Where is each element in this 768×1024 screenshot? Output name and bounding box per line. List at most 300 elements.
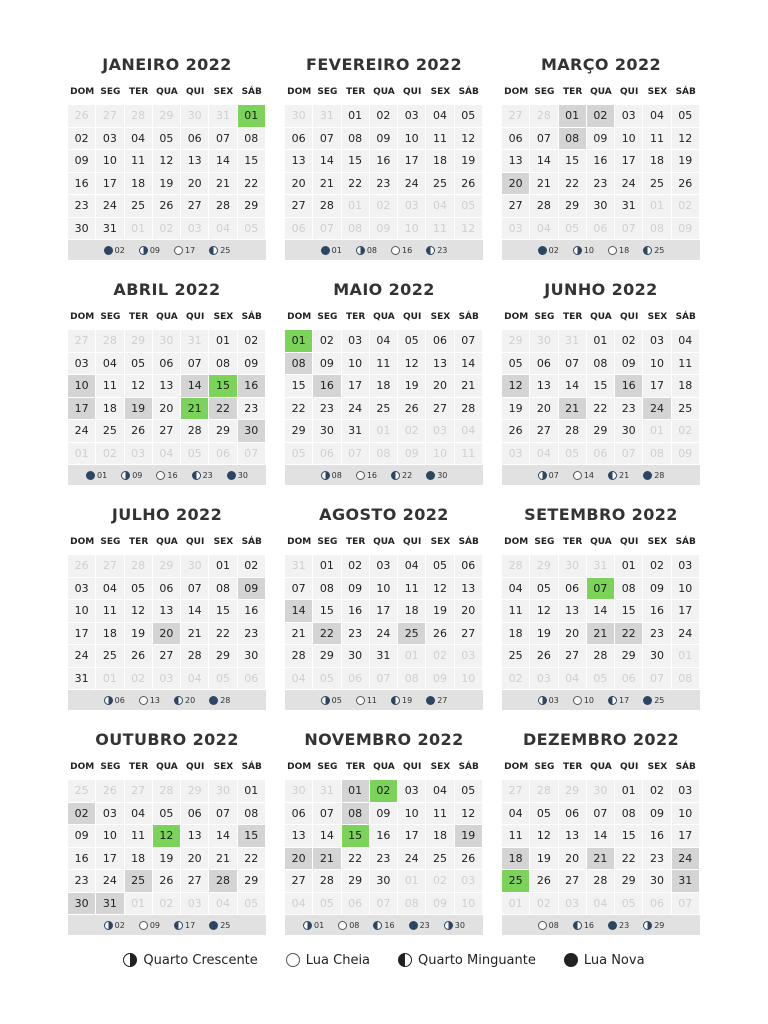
- day-cell: 29: [615, 645, 643, 668]
- day-cell: 17: [68, 623, 96, 646]
- day-cell: 20: [181, 173, 209, 196]
- new-moon-icon: [608, 921, 617, 930]
- weekday-label: QUA: [590, 537, 612, 547]
- day-cell: 03: [672, 555, 700, 578]
- adjacent-month-day: 05: [209, 668, 237, 691]
- weekday-header: [68, 308, 266, 326]
- day-cell: 06: [285, 803, 313, 826]
- adjacent-month-day: 06: [587, 443, 615, 466]
- adjacent-month-day: 31: [209, 105, 237, 128]
- moon-phase-day: 19: [402, 695, 413, 705]
- weekday-header: [502, 83, 700, 101]
- day-cell: 27: [559, 870, 587, 893]
- weekday-label: DOM: [504, 762, 529, 772]
- weekday-label: SEX: [647, 537, 668, 547]
- day-cell: 26: [426, 623, 454, 646]
- day-cell: 28: [285, 645, 313, 668]
- weekday-label: SEG: [100, 537, 121, 547]
- adjacent-month-day: 01: [342, 195, 370, 218]
- day-cell: 05: [672, 105, 700, 128]
- adjacent-month-day: 07: [643, 668, 671, 691]
- weekday-label: SÁB: [241, 762, 262, 772]
- weekday-header: [68, 83, 266, 101]
- adjacent-month-day: 07: [342, 443, 370, 466]
- moon-phase-day: 17: [619, 695, 630, 705]
- full-moon-icon: [608, 246, 617, 255]
- last-quarter-moon-icon: [608, 696, 617, 705]
- weekday-header: [285, 758, 483, 776]
- moon-phase-item: [174, 246, 195, 255]
- adjacent-month-day: 01: [398, 870, 426, 893]
- day-cell: 14: [181, 600, 209, 623]
- day-cell: 18: [125, 848, 153, 871]
- day-cell: 24: [342, 398, 370, 421]
- day-cell: 03: [370, 555, 398, 578]
- day-cell: 26: [502, 420, 530, 443]
- adjacent-month-day: 04: [285, 893, 313, 916]
- weekday-label: SÁB: [675, 87, 696, 97]
- day-cell: 19: [426, 600, 454, 623]
- weekday-label: QUI: [620, 537, 639, 547]
- day-cell: 16: [643, 600, 671, 623]
- weekday-label: SEG: [100, 312, 121, 322]
- adjacent-month-day: 28: [530, 780, 558, 803]
- last-quarter-moon-icon: [573, 921, 582, 930]
- adjacent-month-day: 05: [313, 668, 341, 691]
- adjacent-month-day: 09: [426, 668, 454, 691]
- highlighted-day: 01: [559, 105, 587, 128]
- day-cell: 26: [455, 173, 483, 196]
- day-cell: 14: [313, 825, 341, 848]
- moon-phase-day: 08: [349, 920, 360, 930]
- weekday-label: SEX: [430, 537, 451, 547]
- day-cell: 13: [426, 353, 454, 376]
- day-cell: 04: [426, 780, 454, 803]
- moon-phase-item: [104, 696, 125, 705]
- adjacent-month-day: 05: [559, 443, 587, 466]
- day-cell: 27: [502, 195, 530, 218]
- adjacent-month-day: 06: [587, 218, 615, 241]
- moon-phase-item: [174, 696, 195, 705]
- first-quarter-moon-icon: [104, 921, 113, 930]
- day-cell: 16: [370, 150, 398, 173]
- day-cell: 19: [398, 375, 426, 398]
- weekday-label: SÁB: [241, 312, 262, 322]
- day-cell: 05: [530, 578, 558, 601]
- day-cell: 14: [587, 825, 615, 848]
- moon-phase-day: 05: [331, 695, 342, 705]
- adjacent-month-day: 07: [672, 893, 700, 916]
- weekday-label: SEG: [317, 762, 338, 772]
- weekday-label: SEG: [100, 762, 121, 772]
- day-cell: 09: [313, 353, 341, 376]
- day-cell: 24: [96, 195, 124, 218]
- moon-phase-day: 16: [384, 920, 395, 930]
- day-cell: 20: [426, 375, 454, 398]
- day-cell: 09: [370, 803, 398, 826]
- last-quarter-moon-icon: [373, 921, 382, 930]
- day-cell: 10: [398, 128, 426, 151]
- day-cell: 30: [342, 645, 370, 668]
- moon-phases-row: [285, 465, 483, 485]
- adjacent-month-day: 09: [672, 218, 700, 241]
- day-cell: 30: [238, 645, 266, 668]
- adjacent-month-day: 27: [96, 105, 124, 128]
- moon-phase-item: [573, 921, 594, 930]
- moon-phase-day: 01: [314, 920, 325, 930]
- moon-phase-day: 18: [619, 245, 630, 255]
- moon-phase-day: 02: [114, 245, 125, 255]
- day-cell: 29: [209, 645, 237, 668]
- weekday-header: [285, 83, 483, 101]
- day-cell: 16: [370, 825, 398, 848]
- day-cell: 01: [209, 330, 237, 353]
- weekday-label: TER: [563, 537, 583, 547]
- day-cell: 17: [342, 375, 370, 398]
- adjacent-month-day: 03: [398, 195, 426, 218]
- day-cell: 27: [285, 195, 313, 218]
- weekday-label: SÁB: [458, 312, 479, 322]
- day-cell: 15: [209, 600, 237, 623]
- adjacent-month-day: 07: [370, 668, 398, 691]
- day-cell: 22: [342, 848, 370, 871]
- day-cell: 10: [96, 150, 124, 173]
- month-calendar: [502, 280, 700, 485]
- adjacent-month-day: 30: [181, 105, 209, 128]
- day-cell: 09: [68, 150, 96, 173]
- day-cell: 12: [153, 150, 181, 173]
- new-moon-icon: [321, 246, 330, 255]
- adjacent-month-day: 29: [153, 105, 181, 128]
- day-cell: 22: [238, 173, 266, 196]
- weekday-label: DOM: [70, 537, 95, 547]
- moon-phase-item: [209, 921, 230, 930]
- day-cell: 21: [285, 623, 313, 646]
- weekday-label: QUI: [186, 87, 205, 97]
- highlighted-day: 21: [587, 848, 615, 871]
- weekday-label: DOM: [70, 87, 95, 97]
- moon-phase-item: [538, 246, 559, 255]
- weekday-header: [502, 533, 700, 551]
- adjacent-month-day: 08: [643, 218, 671, 241]
- day-cell: 15: [313, 600, 341, 623]
- day-cell: 01: [342, 105, 370, 128]
- day-cell: 06: [426, 330, 454, 353]
- day-cell: 29: [615, 870, 643, 893]
- day-cell: 26: [672, 173, 700, 196]
- weekday-label: QUI: [186, 312, 205, 322]
- moon-phase-day: 27: [437, 695, 448, 705]
- moon-phase-item: [174, 921, 195, 930]
- day-grid: [502, 780, 700, 915]
- legend-item: [123, 953, 257, 968]
- last-quarter-moon-icon: [391, 696, 400, 705]
- day-cell: 13: [153, 600, 181, 623]
- day-cell: 04: [672, 330, 700, 353]
- day-cell: 14: [455, 353, 483, 376]
- day-cell: 26: [125, 420, 153, 443]
- moon-phase-day: 25: [654, 245, 665, 255]
- day-cell: 07: [455, 330, 483, 353]
- day-cell: 08: [238, 803, 266, 826]
- day-cell: 03: [643, 330, 671, 353]
- day-cell: 30: [615, 420, 643, 443]
- adjacent-month-day: 06: [285, 218, 313, 241]
- day-cell: 17: [615, 150, 643, 173]
- weekday-label: SÁB: [675, 537, 696, 547]
- full-moon-icon: [356, 696, 365, 705]
- day-cell: 04: [125, 803, 153, 826]
- adjacent-month-day: 30: [181, 555, 209, 578]
- full-moon-icon: [139, 696, 148, 705]
- adjacent-month-day: 06: [209, 443, 237, 466]
- day-cell: 11: [426, 128, 454, 151]
- day-cell: 11: [426, 803, 454, 826]
- day-cell: 12: [125, 375, 153, 398]
- moon-phase-item: [104, 246, 125, 255]
- adjacent-month-day: 01: [68, 443, 96, 466]
- day-cell: 27: [426, 398, 454, 421]
- weekday-header: [502, 308, 700, 326]
- adjacent-month-day: 03: [153, 668, 181, 691]
- highlighted-day: 20: [285, 848, 313, 871]
- new-moon-icon: [538, 246, 547, 255]
- day-cell: 17: [96, 173, 124, 196]
- highlighted-day: 21: [313, 848, 341, 871]
- adjacent-month-day: 02: [370, 195, 398, 218]
- day-cell: 02: [313, 330, 341, 353]
- day-cell: 27: [285, 870, 313, 893]
- day-cell: 06: [181, 803, 209, 826]
- day-cell: 14: [313, 150, 341, 173]
- moon-phase-day: 14: [583, 470, 594, 480]
- day-cell: 23: [68, 195, 96, 218]
- day-cell: 04: [426, 105, 454, 128]
- day-cell: 24: [370, 623, 398, 646]
- first-quarter-moon-icon: [303, 921, 312, 930]
- day-cell: 05: [153, 803, 181, 826]
- full-moon-icon: [573, 696, 582, 705]
- moon-phase-day: 13: [149, 695, 160, 705]
- day-cell: 04: [643, 105, 671, 128]
- day-cell: 07: [313, 803, 341, 826]
- day-cell: 04: [398, 555, 426, 578]
- weekday-label: TER: [346, 87, 366, 97]
- day-grid: [285, 105, 483, 240]
- moon-phase-item: [409, 921, 430, 930]
- moon-phase-item: [373, 921, 394, 930]
- day-cell: 07: [285, 578, 313, 601]
- day-cell: 28: [209, 195, 237, 218]
- adjacent-month-day: 28: [125, 555, 153, 578]
- legend-item: [398, 953, 536, 968]
- day-cell: 16: [643, 825, 671, 848]
- holiday-day: 15: [342, 825, 370, 848]
- adjacent-month-day: 28: [96, 330, 124, 353]
- weekday-label: SEX: [430, 87, 451, 97]
- moon-phase-day: 08: [548, 920, 559, 930]
- day-grid: [285, 780, 483, 915]
- last-quarter-moon-icon: [391, 471, 400, 480]
- day-cell: 11: [96, 600, 124, 623]
- weekday-label: SEG: [317, 87, 338, 97]
- month-calendar: [285, 55, 483, 260]
- day-cell: 06: [285, 128, 313, 151]
- month-title: NOVEMBRO 2022: [304, 730, 464, 749]
- adjacent-month-day: 06: [615, 668, 643, 691]
- adjacent-month-day: 01: [125, 218, 153, 241]
- adjacent-month-day: 02: [125, 668, 153, 691]
- moon-phase-day: 28: [220, 695, 231, 705]
- last-quarter-moon-icon: [192, 471, 201, 480]
- month-title: MAIO 2022: [333, 280, 435, 299]
- new-moon-icon: [643, 696, 652, 705]
- moon-phase-item: [538, 696, 559, 705]
- day-cell: 02: [238, 330, 266, 353]
- weekday-label: SEG: [534, 537, 555, 547]
- day-cell: 10: [370, 578, 398, 601]
- adjacent-month-day: 30: [530, 330, 558, 353]
- day-cell: 02: [342, 555, 370, 578]
- adjacent-month-day: 30: [285, 105, 313, 128]
- moon-phase-day: 21: [619, 470, 630, 480]
- moon-phase-item: [391, 471, 412, 480]
- day-cell: 13: [559, 600, 587, 623]
- day-cell: 03: [68, 353, 96, 376]
- day-cell: 15: [285, 375, 313, 398]
- day-cell: 16: [68, 848, 96, 871]
- moon-phase-item: [426, 246, 447, 255]
- moon-phase-day: 02: [114, 920, 125, 930]
- legend-label: Quarto Minguante: [418, 952, 536, 968]
- legend-item: [286, 953, 370, 968]
- day-cell: 10: [342, 353, 370, 376]
- moon-phase-item: [139, 921, 160, 930]
- moon-phases-row: [68, 465, 266, 485]
- adjacent-month-day: 05: [313, 893, 341, 916]
- adjacent-month-day: 01: [643, 420, 671, 443]
- day-cell: 12: [672, 128, 700, 151]
- moon-phase-day: 30: [237, 470, 248, 480]
- weekday-label: SEG: [317, 537, 338, 547]
- day-cell: 30: [587, 195, 615, 218]
- weekday-label: TER: [129, 537, 149, 547]
- day-cell: 08: [342, 128, 370, 151]
- highlighted-day: 02: [587, 105, 615, 128]
- first-quarter-moon-icon: [643, 921, 652, 930]
- highlighted-day: 19: [455, 825, 483, 848]
- adjacent-month-day: 11: [426, 218, 454, 241]
- weekday-label: TER: [563, 762, 583, 772]
- adjacent-month-day: 10: [455, 893, 483, 916]
- day-cell: 29: [238, 195, 266, 218]
- moon-phase-day: 08: [366, 245, 377, 255]
- day-cell: 03: [672, 780, 700, 803]
- day-cell: 18: [125, 173, 153, 196]
- adjacent-month-day: 02: [426, 645, 454, 668]
- day-cell: 18: [643, 150, 671, 173]
- adjacent-month-day: 31: [313, 105, 341, 128]
- day-cell: 30: [313, 420, 341, 443]
- day-cell: 12: [530, 600, 558, 623]
- day-cell: 25: [502, 645, 530, 668]
- day-cell: 23: [313, 398, 341, 421]
- day-cell: 26: [125, 645, 153, 668]
- day-cell: 28: [530, 195, 558, 218]
- weekday-header: [68, 533, 266, 551]
- day-cell: 09: [68, 825, 96, 848]
- day-cell: 14: [559, 375, 587, 398]
- day-cell: 14: [209, 825, 237, 848]
- weekday-label: SEX: [213, 537, 234, 547]
- day-cell: 23: [370, 848, 398, 871]
- weekday-label: TER: [346, 312, 366, 322]
- moon-phase-day: 08: [331, 470, 342, 480]
- day-cell: 05: [125, 578, 153, 601]
- day-grid: [285, 330, 483, 465]
- weekday-label: QUI: [403, 87, 422, 97]
- adjacent-month-day: 27: [68, 330, 96, 353]
- weekday-label: DOM: [287, 312, 312, 322]
- moon-phase-item: [338, 921, 359, 930]
- new-moon-icon: [86, 471, 95, 480]
- moon-phase-item: [573, 471, 594, 480]
- day-grid: [68, 780, 266, 915]
- adjacent-month-day: 06: [313, 443, 341, 466]
- weekday-label: SEG: [534, 312, 555, 322]
- highlighted-day: 01: [342, 780, 370, 803]
- day-cell: 07: [181, 578, 209, 601]
- moon-phase-day: 25: [220, 920, 231, 930]
- day-cell: 20: [559, 848, 587, 871]
- day-cell: 05: [455, 105, 483, 128]
- adjacent-month-day: 02: [672, 195, 700, 218]
- weekday-label: DOM: [504, 87, 529, 97]
- adjacent-month-day: 31: [559, 330, 587, 353]
- weekday-label: SEX: [213, 312, 234, 322]
- moon-phase-item: [209, 696, 230, 705]
- adjacent-month-day: 03: [530, 668, 558, 691]
- day-cell: 08: [615, 803, 643, 826]
- first-quarter-moon-icon: [538, 696, 547, 705]
- adjacent-month-day: 28: [125, 105, 153, 128]
- day-cell: 17: [398, 150, 426, 173]
- weekday-label: QUA: [590, 762, 612, 772]
- day-cell: 11: [125, 150, 153, 173]
- day-cell: 29: [342, 870, 370, 893]
- holiday-day: 15: [209, 375, 237, 398]
- day-cell: 23: [587, 173, 615, 196]
- legend-label: Lua Cheia: [305, 952, 371, 968]
- moon-phase-item: [608, 471, 629, 480]
- day-cell: 23: [342, 623, 370, 646]
- weekday-label: SÁB: [241, 87, 262, 97]
- day-cell: 24: [398, 848, 426, 871]
- weekday-label: SÁB: [241, 537, 262, 547]
- day-cell: 06: [455, 555, 483, 578]
- first-quarter-moon-icon: [356, 246, 365, 255]
- adjacent-month-day: 30: [285, 780, 313, 803]
- weekday-label: QUA: [156, 537, 178, 547]
- day-cell: 18: [426, 825, 454, 848]
- month-calendar: [68, 55, 266, 260]
- month-calendar: [502, 730, 700, 935]
- weekday-header: [502, 758, 700, 776]
- adjacent-month-day: 03: [181, 218, 209, 241]
- day-cell: 21: [530, 173, 558, 196]
- adjacent-month-day: 04: [209, 893, 237, 916]
- adjacent-month-day: 09: [370, 218, 398, 241]
